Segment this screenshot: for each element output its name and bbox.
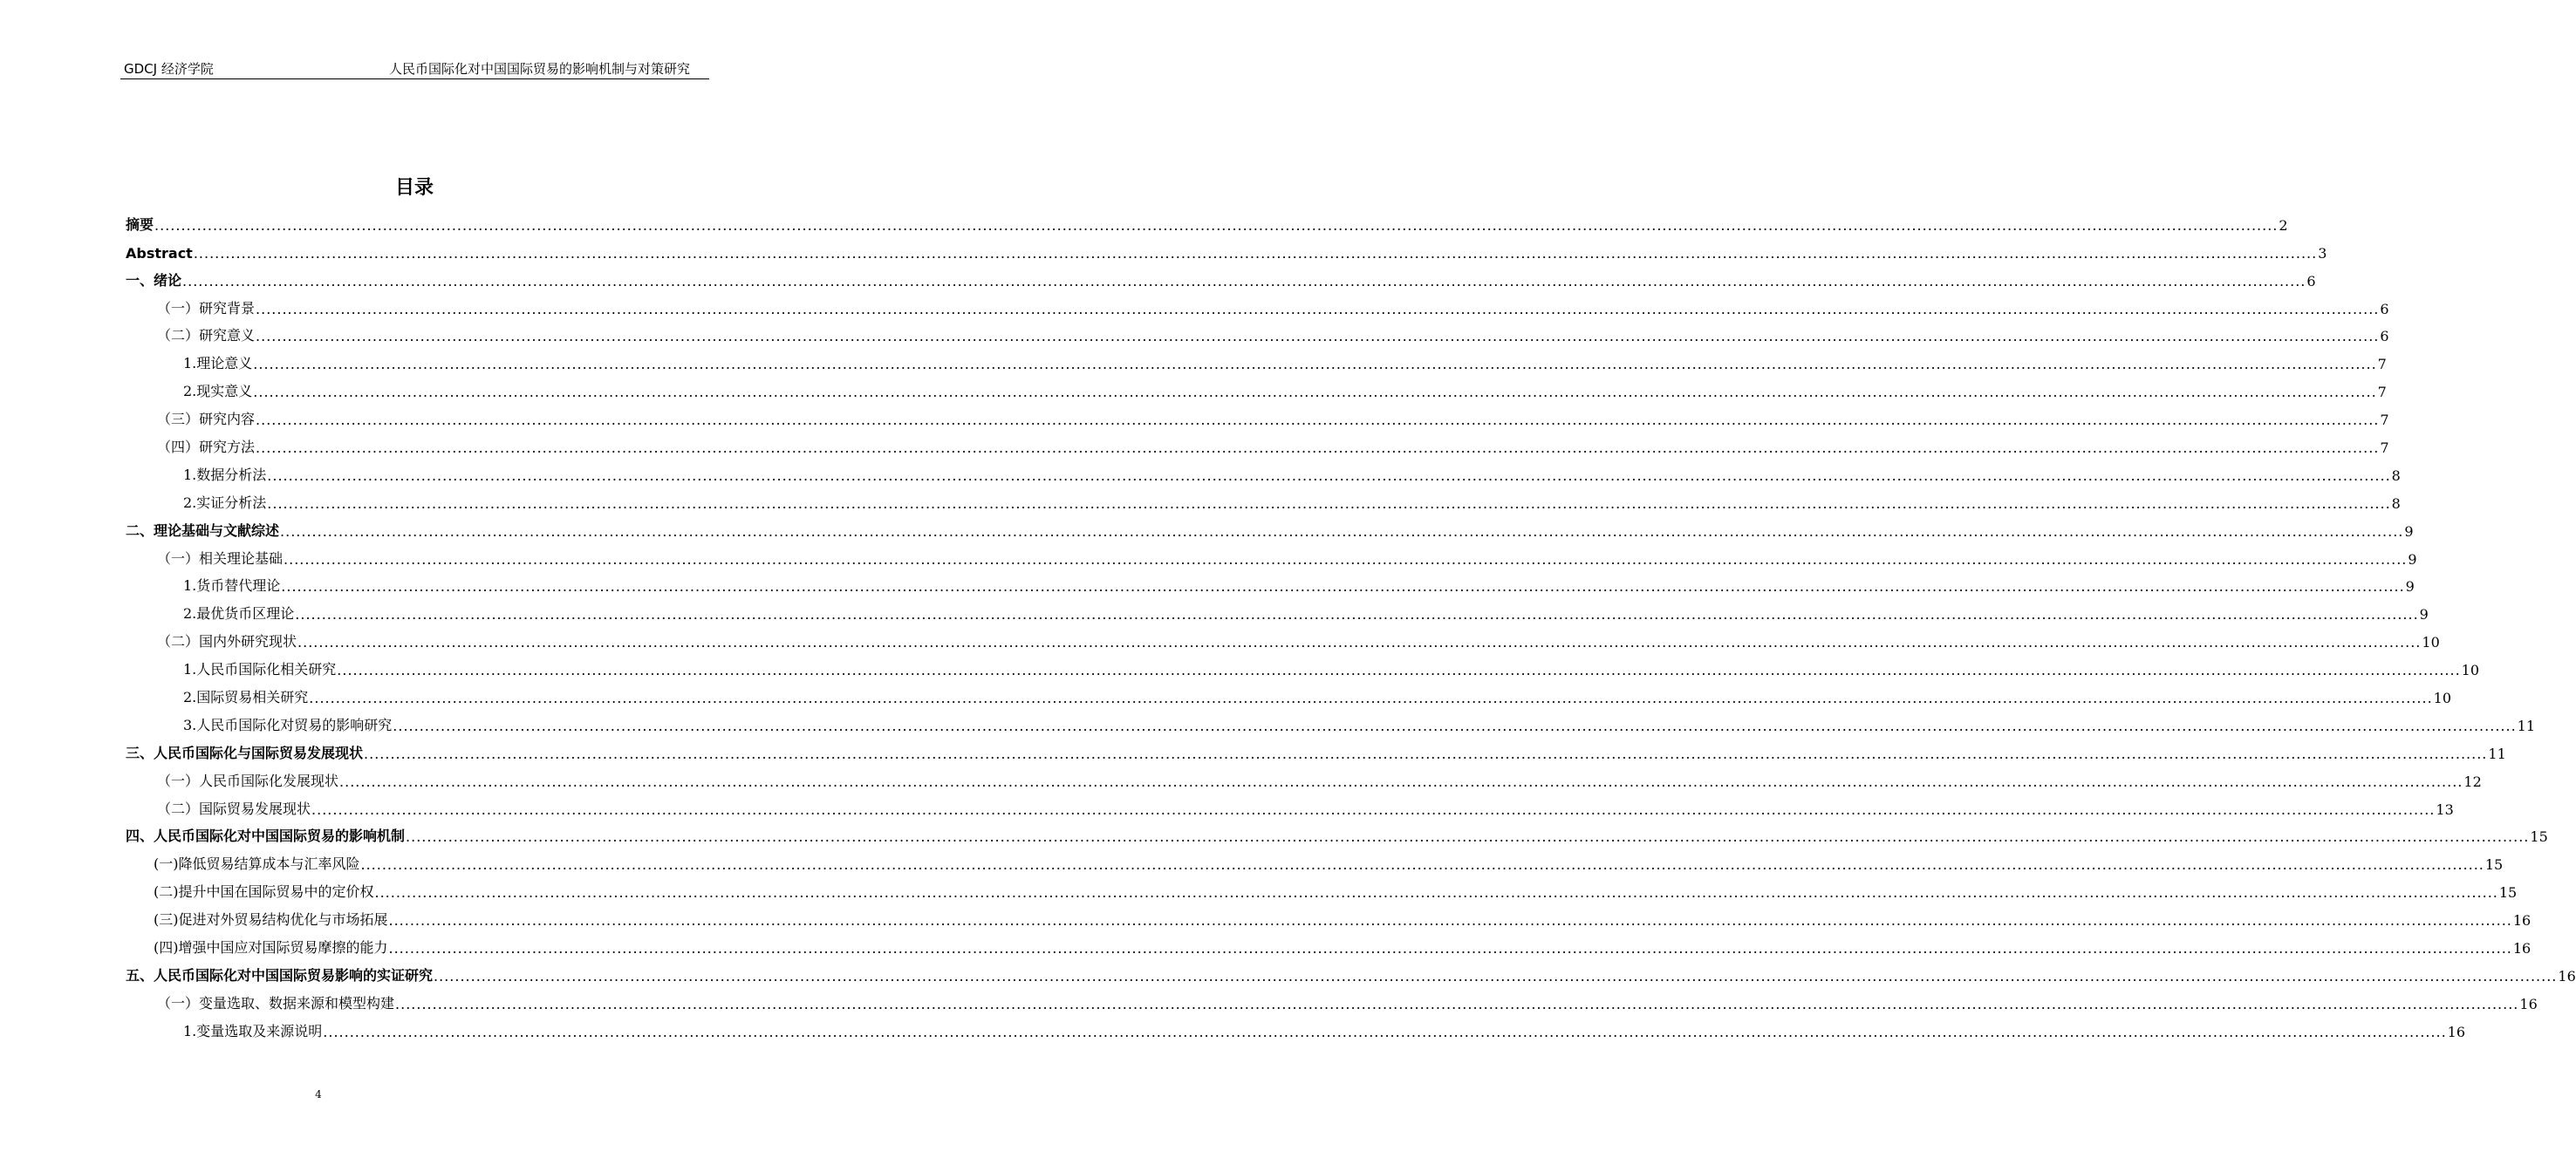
toc-entry-label: 1.人民币国际化相关研究 (183, 661, 337, 678)
toc-entry-label: (四)增强中国应对国际贸易摩擦的能力 (154, 939, 388, 957)
dot-leader: ................................................................................................................................................................................................................................................................................................................................................................................................................ (309, 690, 2433, 707)
toc-entry[interactable] (126, 877, 2518, 905)
toc-entry-label: 1.数据分析法 (183, 466, 267, 483)
toc-entry-label: （一）相关理论基础 (157, 549, 284, 567)
toc-entry[interactable] (126, 544, 2417, 572)
dot-leader: ................................................................................................................................................................................................................................................................................................................................................................................................................ (360, 856, 2484, 874)
toc-entry-page: 11 (2488, 745, 2506, 762)
toc-entry-page: 9 (2408, 550, 2417, 568)
toc-entry-label: (三)促进对外贸易结构优化与市场拓展 (154, 911, 388, 929)
dot-leader: ................................................................................................................................................................................................................................................................................................................................................................................................................ (406, 828, 2530, 846)
toc-entry[interactable] (126, 683, 2452, 711)
toc-entry-page: 9 (2404, 522, 2414, 540)
toc-entry-label: 三、人民币国际化与国际贸易发展现状 (126, 744, 364, 761)
toc-entry-page: 7 (2377, 384, 2387, 401)
page-number: 4 (315, 1088, 322, 1100)
toc-entry[interactable] (126, 488, 2401, 516)
toc-entry-page: 3 (2318, 244, 2327, 262)
dot-leader: ................................................................................................................................................................................................................................................................................................................................................................................................................ (374, 884, 2498, 902)
toc-entry-page: 7 (2380, 412, 2389, 429)
toc-entry-page: 7 (2380, 440, 2389, 457)
dot-leader: ................................................................................................................................................................................................................................................................................................................................................................................................................ (267, 467, 2391, 484)
toc-entry-label: 2.现实意义 (183, 383, 253, 400)
dot-leader: ................................................................................................................................................................................................................................................................................................................................................................................................................ (193, 244, 2318, 262)
toc-entry-page: 12 (2463, 773, 2482, 790)
toc-entry-page: 16 (2512, 912, 2532, 930)
toc-entry-label: （二）国内外研究现状 (157, 633, 297, 651)
toc-entry-label: 五、人民币国际化对中国国际贸易影响的实证研究 (126, 966, 434, 984)
toc-entry[interactable] (126, 989, 2538, 1017)
toc-entry[interactable] (126, 794, 2454, 822)
toc-entry-page: 15 (2530, 828, 2548, 846)
toc-title: 目录 (394, 177, 434, 199)
header-left: GDCJ 经济学院 (124, 61, 214, 77)
toc-entry[interactable] (126, 405, 2389, 433)
toc-entry-page: 8 (2391, 494, 2401, 512)
toc-entry-label: 1.变量选取及来源说明 (183, 1022, 323, 1039)
toc-entry-page: 16 (2447, 1023, 2466, 1040)
toc-entry-page: 16 (2512, 940, 2532, 957)
toc-entry[interactable] (126, 322, 2389, 350)
dot-leader: ................................................................................................................................................................................................................................................................................................................................................................................................................ (297, 634, 2422, 651)
toc-entry-label: (一)降低贸易结算成本与汇率风险 (154, 855, 360, 873)
toc-entry-page: 16 (2558, 967, 2576, 985)
toc-entry[interactable] (126, 599, 2429, 627)
toc-entry-page: 10 (2433, 690, 2452, 707)
dot-leader: ................................................................................................................................................................................................................................................................................................................................................................................................................ (339, 773, 2463, 790)
toc-entry-page: 6 (2306, 272, 2316, 290)
toc-entry-label: （二）国际贸易发展现状 (157, 800, 311, 817)
dot-leader: ................................................................................................................................................................................................................................................................................................................................................................................................................ (434, 967, 2558, 985)
toc-entry[interactable] (126, 516, 2414, 544)
dot-leader: ................................................................................................................................................................................................................................................................................................................................................................................................................ (281, 578, 2405, 596)
toc-entry[interactable] (126, 349, 2387, 377)
toc-entry[interactable] (126, 572, 2415, 600)
toc-entry[interactable] (126, 655, 2480, 683)
toc-entry-label: 1.理论意义 (183, 355, 253, 372)
dot-leader: ................................................................................................................................................................................................................................................................................................................................................................................................................ (256, 300, 2380, 317)
toc-entry-page: 8 (2391, 467, 2401, 484)
toc-entry-page: 2 (2279, 216, 2288, 234)
toc-entry-label: （二）研究意义 (157, 327, 256, 344)
toc-entry[interactable] (126, 849, 2504, 877)
dot-leader: ................................................................................................................................................................................................................................................................................................................................................................................................................ (267, 494, 2391, 512)
page-header (120, 58, 709, 79)
dot-leader: ................................................................................................................................................................................................................................................................................................................................................................................................................ (395, 995, 2519, 1012)
toc-entry[interactable] (126, 294, 2389, 322)
dot-leader: ................................................................................................................................................................................................................................................................................................................................................................................................................ (323, 1023, 2447, 1040)
toc-entry-label: 3.人民币国际化对贸易的影响研究 (183, 716, 393, 733)
toc-entry[interactable] (126, 933, 2532, 961)
dot-leader: ................................................................................................................................................................................................................................................................................................................................................................................................................ (388, 912, 2512, 930)
dot-leader: ................................................................................................................................................................................................................................................................................................................................................................................................................ (280, 522, 2404, 540)
toc-entry[interactable] (126, 961, 2576, 989)
toc-entry-page: 7 (2377, 356, 2387, 373)
dot-leader: ................................................................................................................................................................................................................................................................................................................................................................................................................ (256, 328, 2380, 345)
table-of-contents (126, 210, 2576, 1045)
toc-entry-page: 10 (2461, 662, 2480, 679)
toc-entry-label: 2.国际贸易相关研究 (183, 689, 309, 706)
toc-entry-label: （一）人民币国际化发展现状 (157, 772, 339, 789)
toc-entry[interactable] (126, 238, 2327, 266)
dot-leader: ................................................................................................................................................................................................................................................................................................................................................................................................................ (253, 384, 2377, 401)
toc-entry-label: （一）研究背景 (157, 299, 256, 317)
toc-entry-page: 15 (2484, 856, 2504, 874)
dot-leader: ................................................................................................................................................................................................................................................................................................................................................................................................................ (256, 440, 2380, 457)
toc-entry-page: 9 (2419, 606, 2429, 623)
toc-entry-label: 四、人民币国际化对中国国际贸易的影响机制 (126, 828, 406, 845)
toc-entry-page: 15 (2498, 884, 2518, 902)
dot-leader: ................................................................................................................................................................................................................................................................................................................................................................................................................ (256, 412, 2380, 429)
toc-entry[interactable] (126, 1017, 2466, 1045)
toc-entry-label: 一、绪论 (126, 271, 182, 289)
toc-entry[interactable] (126, 905, 2532, 933)
toc-entry-page: 10 (2422, 634, 2440, 651)
dot-leader: ................................................................................................................................................................................................................................................................................................................................................................................................................ (295, 606, 2419, 623)
toc-entry[interactable] (126, 266, 2316, 294)
toc-entry-page: 16 (2519, 995, 2538, 1012)
toc-entry-label: 二、理论基础与文献综述 (126, 521, 280, 539)
toc-entry[interactable] (126, 433, 2389, 460)
toc-entry-label: 摘要 (126, 215, 154, 233)
toc-entry-label: （一）变量选取、数据来源和模型构建 (157, 994, 395, 1012)
dot-leader: ................................................................................................................................................................................................................................................................................................................................................................................................................ (388, 940, 2512, 957)
toc-entry-page: 6 (2380, 328, 2389, 345)
toc-entry[interactable] (126, 210, 2288, 238)
toc-entry-label: （四）研究方法 (157, 439, 256, 456)
toc-entry-page: 11 (2517, 717, 2536, 734)
toc-entry[interactable] (126, 767, 2482, 794)
toc-entry[interactable] (126, 377, 2387, 405)
toc-entry[interactable] (126, 822, 2548, 850)
toc-entry-page: 6 (2380, 300, 2389, 317)
dot-leader: ................................................................................................................................................................................................................................................................................................................................................................................................................ (364, 745, 2488, 762)
toc-entry-label: 1.货币替代理论 (183, 577, 281, 595)
dot-leader: ................................................................................................................................................................................................................................................................................................................................................................................................................ (284, 550, 2408, 568)
toc-entry-label: 2.实证分析法 (183, 494, 267, 511)
dot-leader: ................................................................................................................................................................................................................................................................................................................................................................................................................ (182, 272, 2306, 290)
dot-leader: ................................................................................................................................................................................................................................................................................................................................................................................................................ (311, 801, 2436, 818)
toc-entry[interactable] (126, 739, 2506, 767)
dot-leader: ................................................................................................................................................................................................................................................................................................................................................................................................................ (253, 356, 2377, 373)
toc-entry[interactable] (126, 627, 2440, 655)
toc-entry-page: 13 (2436, 801, 2454, 818)
dot-leader: ................................................................................................................................................................................................................................................................................................................................................................................................................ (393, 717, 2517, 734)
toc-entry[interactable] (126, 711, 2536, 739)
toc-entry[interactable] (126, 460, 2401, 488)
toc-entry-label: (二)提升中国在国际贸易中的定价权 (154, 883, 374, 901)
dot-leader: ................................................................................................................................................................................................................................................................................................................................................................................................................ (154, 216, 2279, 234)
toc-entry-label: 2.最优货币区理论 (183, 605, 295, 623)
toc-entry-page: 9 (2405, 578, 2415, 596)
toc-entry-label: （三）研究内容 (157, 411, 256, 428)
toc-entry-label: Abstract (126, 244, 193, 262)
header-right: 人民币国际化对中国国际贸易的影响机制与对策研究 (388, 61, 690, 77)
dot-leader: ................................................................................................................................................................................................................................................................................................................................................................................................................ (337, 662, 2461, 679)
